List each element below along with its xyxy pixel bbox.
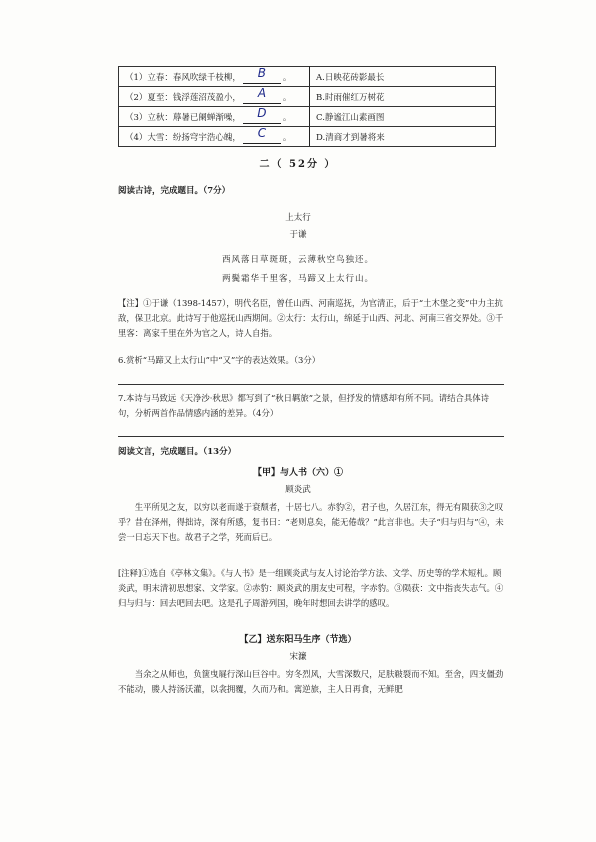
match-row — [119, 67, 496, 87]
answer-blank[interactable] — [243, 86, 281, 104]
yi-author: 宋濂 — [289, 652, 307, 662]
answer-line — [118, 436, 504, 437]
solar-term-line: （4）大雪：纷扬穹宇浩心魄， — [125, 133, 241, 143]
handwritten-answer: A — [257, 86, 267, 100]
poem-note: 【注】①于谦（1398-1457），明代名臣，曾任山西、河南巡抚，为官清正，后于“土木堡之变”中力主抗敌，保卫北京。此诗写于他巡抚山西期间。②太行：太行山，绵延于山西、河北、河南三省交界处。③千里客：离家千里在外为官之人，诗人自指。 — [118, 298, 504, 338]
solar-term-line: （3）立秋：蓐暑已阑蝉渐噪， — [125, 113, 241, 123]
match-right-cell: B.时雨催红万树花 — [310, 87, 496, 107]
solar-term-line: （1）立春：春风吹绿千枝柳， — [125, 73, 241, 83]
question-7: 7.本诗与马致远《天净沙·秋思》都写到了“秋日羁旅”之景，但抒发的情感却有所不同。请结合具体诗句，分析两首作品情感内涵的差异。（4分） — [118, 393, 489, 418]
answer-blank[interactable] — [243, 106, 281, 124]
question-6: 6.赏析“马蹄又上太行山”中“又”字的表达效果。（3分） — [118, 355, 321, 365]
blank-suffix: 。 — [282, 133, 292, 143]
jia-author: 顾炎武 — [285, 485, 311, 495]
poem-line: 两鬓霜华千里客，马蹄又上太行山。 — [221, 274, 374, 284]
match-right-cell: C.静谧江山素画图 — [310, 107, 496, 127]
jia-annotation: [注释]①选自《亭林文集》。《与人书》是一组顾炎武与友人讨论治学方法、文学、历史等的学术短札。顾炎武，明末清初思想家、文学家。②赤豹：顾炎武的朋友史可程，字赤豹。③陨获：文中指丧失志气。④归与归与：回去吧回去吧。这是孔子周游列国，晚年时想回去讲学的感叹。 — [118, 568, 504, 608]
section-title: 二（ 52分 ） — [259, 159, 337, 170]
match-right-cell: D.清商才到暑将来 — [310, 127, 496, 147]
matching-table — [118, 66, 496, 147]
jia-title: 【甲】与人书（六）① — [252, 468, 343, 478]
yi-title: 【乙】送东阳马生序（节选） — [239, 635, 357, 645]
blank-suffix: 。 — [282, 93, 292, 103]
handwritten-answer: C — [257, 126, 267, 140]
match-left-cell — [119, 67, 310, 87]
match-row — [119, 107, 496, 127]
answer-line — [118, 384, 504, 385]
answer-blank[interactable] — [243, 66, 281, 84]
answer-blank[interactable] — [243, 126, 281, 144]
match-left-cell — [119, 107, 310, 127]
match-left-cell — [119, 87, 310, 107]
handwritten-answer: B — [257, 66, 267, 80]
match-left-cell — [119, 127, 310, 147]
match-row — [119, 127, 496, 147]
blank-suffix: 。 — [282, 73, 292, 83]
poem-author: 于谦 — [289, 230, 307, 240]
jia-text: 生平所见之友，以穷以老而遂于衰颓者，十居七八。赤豹②，君子也，久居江东，得无有陨获③之叹乎？昔在泽州，得拙诗，深有所感，复书曰：“老则息矣，能无倦哉？”此言非也。夫子“归与归与”④，未尝一日忘天下也。故君子之学，死而后已。 — [118, 502, 504, 542]
match-right-cell: A.日映花砖影最长 — [310, 67, 496, 87]
prose-question-heading: 阅读文言，完成题目。（13分） — [118, 447, 237, 457]
poem-question-heading: 阅读古诗，完成题目。（7分） — [118, 186, 231, 196]
match-row — [119, 87, 496, 107]
poem-title: 上太行 — [285, 213, 311, 223]
solar-term-line: （2）夏至：钱浮莲沼茂盈小， — [125, 93, 241, 103]
handwritten-answer: D — [257, 106, 267, 120]
yi-text: 当余之从师也，负箧曳屣行深山巨谷中。穷冬烈风，大雪深数尺，足肤皲裂而不知。至舍，四支僵劲不能动，媵人持汤沃灌，以衾拥覆，久而乃和。寓逆旅，主人日再食，无鲜肥 — [118, 669, 504, 694]
poem-line: 西风落日草斑斑，云薄秋空鸟独还。 — [221, 255, 374, 265]
blank-suffix: 。 — [282, 113, 292, 123]
